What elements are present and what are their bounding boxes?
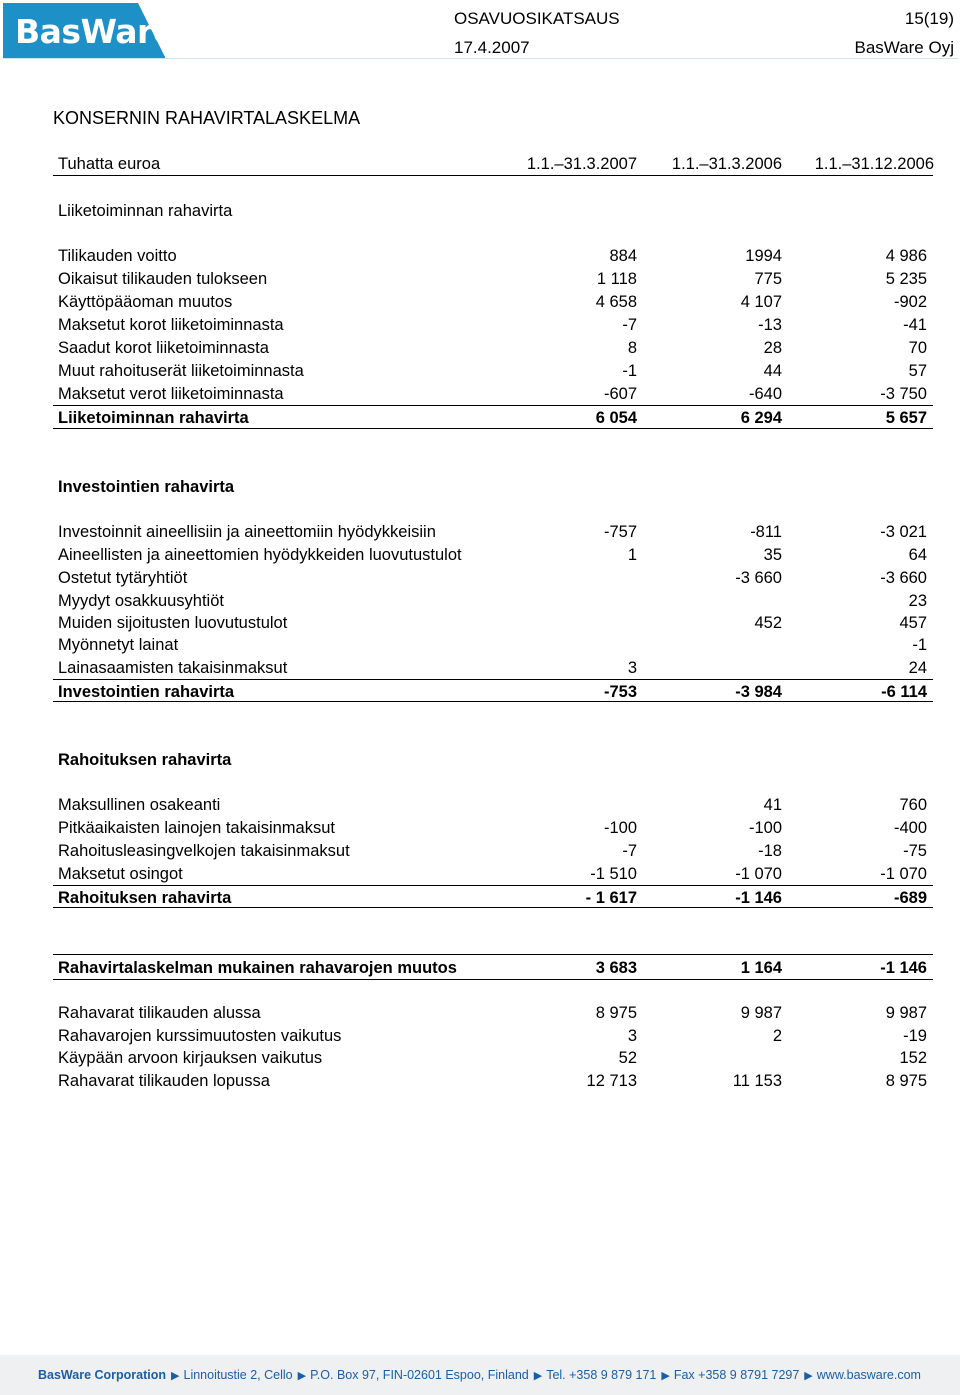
value-fy-2006: -1 070 bbox=[880, 865, 927, 883]
value-fy-2006: 4 986 bbox=[885, 247, 927, 265]
table-row bbox=[58, 567, 928, 589]
table-row bbox=[58, 590, 928, 612]
value-fy-2006: 760 bbox=[899, 796, 927, 814]
value-q1-2007: 1 118 bbox=[596, 270, 637, 288]
row-label: Liiketoiminnan rahavirta bbox=[58, 409, 249, 427]
value-q1-2006: 1 164 bbox=[740, 959, 782, 977]
value-fy-2006: 9 987 bbox=[885, 1004, 927, 1022]
value-q1-2006: 6 294 bbox=[740, 409, 782, 427]
value-fy-2006: -1 146 bbox=[880, 959, 927, 977]
row-label: Maksetut verot liiketoiminnasta bbox=[58, 385, 284, 403]
row-label: Myydyt osakkuusyhtiöt bbox=[58, 592, 224, 610]
footer-website-link[interactable]: www.basware.com bbox=[816, 1368, 921, 1382]
table-row bbox=[58, 634, 928, 656]
row-label: Tilikauden voitto bbox=[58, 247, 177, 265]
value-q1-2006: -18 bbox=[758, 842, 782, 860]
footer-fax: Fax +358 9 8791 7297 bbox=[673, 1368, 800, 1382]
section-heading-text: Liiketoiminnan rahavirta bbox=[58, 202, 233, 220]
row-label: Maksetut osingot bbox=[58, 865, 183, 883]
value-q1-2006: -1 070 bbox=[735, 865, 782, 883]
value-q1-2006: 1994 bbox=[745, 247, 782, 265]
footer-address: Linnoitustie 2, Cello bbox=[183, 1368, 293, 1382]
column-q1-2006: 1.1.–31.3.2006 bbox=[671, 155, 782, 173]
value-q1-2007: -100 bbox=[603, 819, 637, 837]
footer-company: BasWare Corporation bbox=[38, 1368, 167, 1382]
table-row bbox=[58, 794, 928, 816]
value-q1-2007: 8 975 bbox=[595, 1004, 637, 1022]
value-q1-2007: 8 bbox=[627, 339, 637, 357]
value-fy-2006: 5 657 bbox=[885, 409, 927, 427]
arrow-right-icon: ▶ bbox=[297, 1370, 307, 1382]
value-q1-2007: 12 713 bbox=[586, 1072, 637, 1090]
section-heading-operating bbox=[58, 200, 928, 222]
row-label: Käypään arvoon kirjauksen vaikutus bbox=[58, 1049, 323, 1067]
value-q1-2007: 3 683 bbox=[595, 959, 637, 977]
total-row-cash-change bbox=[58, 957, 928, 979]
page-number: 15(19) bbox=[904, 9, 954, 28]
value-fy-2006: -1 bbox=[912, 636, 927, 654]
change-bottom-rule bbox=[53, 979, 933, 980]
value-fy-2006: -41 bbox=[903, 316, 927, 334]
value-fy-2006: 70 bbox=[908, 339, 927, 357]
row-label: Muiden sijoitusten luovutustulot bbox=[58, 614, 288, 632]
table-row bbox=[58, 245, 928, 267]
row-label: Investointien rahavirta bbox=[58, 683, 235, 701]
value-q1-2007: -7 bbox=[622, 316, 637, 334]
table-row bbox=[58, 360, 928, 382]
value-q1-2006: 28 bbox=[763, 339, 782, 357]
table-row bbox=[58, 268, 928, 290]
value-q1-2007: 1 bbox=[627, 546, 637, 564]
row-label: Rahavarojen kurssimuutosten vaikutus bbox=[58, 1027, 342, 1045]
table-row bbox=[58, 817, 928, 839]
value-q1-2006: -13 bbox=[758, 316, 782, 334]
section-heading-text: Rahoituksen rahavirta bbox=[58, 751, 232, 769]
value-q1-2006: 775 bbox=[754, 270, 782, 288]
value-fy-2006: -3 021 bbox=[880, 523, 927, 541]
value-q1-2006: -100 bbox=[748, 819, 782, 837]
value-fy-2006: -902 bbox=[893, 293, 927, 311]
unit-label: Tuhatta euroa bbox=[58, 155, 161, 173]
row-label: Lainasaamisten takaisinmaksut bbox=[58, 659, 288, 677]
table-row bbox=[58, 314, 928, 336]
value-q1-2006: 11 153 bbox=[732, 1072, 782, 1090]
row-label: Ostetut tytäryhtiöt bbox=[58, 569, 188, 587]
value-fy-2006: 24 bbox=[908, 659, 927, 677]
column-header-row bbox=[58, 153, 934, 175]
value-q1-2006: 41 bbox=[763, 796, 782, 814]
value-fy-2006: 57 bbox=[908, 362, 927, 380]
value-q1-2007: 884 bbox=[609, 247, 637, 265]
change-top-rule bbox=[53, 954, 933, 955]
value-q1-2006: -640 bbox=[748, 385, 782, 403]
value-fy-2006: -400 bbox=[893, 819, 927, 837]
row-label: Rahavirtalaskelman mukainen rahavarojen muutos bbox=[58, 959, 457, 977]
section-heading-financing bbox=[58, 749, 928, 771]
value-q1-2007: 3 bbox=[627, 659, 637, 677]
value-q1-2006: 2 bbox=[772, 1027, 782, 1045]
arrow-right-icon: ▶ bbox=[171, 1370, 180, 1382]
footer-contact bbox=[38, 1368, 921, 1382]
value-q1-2007: - 1 617 bbox=[585, 889, 637, 907]
arrow-right-icon: ▶ bbox=[661, 1370, 670, 1382]
header-rule bbox=[53, 175, 933, 176]
table-row bbox=[58, 840, 928, 862]
table-row bbox=[58, 337, 928, 359]
value-q1-2007: 4 658 bbox=[595, 293, 637, 311]
logo-corner-cut bbox=[138, 3, 166, 59]
row-label: Investoinnit aineellisiin ja aineettomiin hyödykkeisiin bbox=[58, 523, 436, 541]
table-row bbox=[58, 291, 928, 313]
table-row bbox=[58, 521, 928, 543]
value-q1-2007: 6 054 bbox=[595, 409, 637, 427]
table-row bbox=[58, 1002, 928, 1024]
table-row bbox=[58, 1025, 928, 1047]
value-q1-2006: -3 984 bbox=[735, 683, 782, 701]
value-fy-2006: 152 bbox=[899, 1049, 927, 1067]
value-fy-2006: -19 bbox=[903, 1027, 927, 1045]
company-name: BasWare Oyj bbox=[854, 38, 954, 57]
value-q1-2007: -607 bbox=[603, 385, 637, 403]
row-label: Rahoituksen rahavirta bbox=[58, 889, 232, 907]
table-row bbox=[58, 1070, 928, 1092]
value-q1-2006: 44 bbox=[763, 362, 782, 380]
value-q1-2006: 452 bbox=[754, 614, 782, 632]
arrow-right-icon: ▶ bbox=[533, 1370, 543, 1382]
table-row bbox=[58, 612, 928, 634]
value-q1-2006: 4 107 bbox=[740, 293, 782, 311]
footer-po-box: P.O. Box 97, FIN-02601 Espoo, Finland bbox=[310, 1368, 529, 1382]
row-label: Rahavarat tilikauden alussa bbox=[58, 1004, 261, 1022]
value-fy-2006: -3 750 bbox=[880, 385, 927, 403]
value-q1-2006: 35 bbox=[763, 546, 782, 564]
value-fy-2006: 457 bbox=[899, 614, 927, 632]
total-rule bbox=[53, 428, 933, 429]
value-fy-2006: 8 975 bbox=[885, 1072, 927, 1090]
row-label: Käyttöpääoman muutos bbox=[58, 293, 233, 311]
row-label: Rahavarat tilikauden lopussa bbox=[58, 1072, 270, 1090]
doc-type: OSAVUOSIKATSAUS bbox=[454, 9, 620, 28]
total-row-investing bbox=[58, 681, 928, 703]
section-heading-text: Investointien rahavirta bbox=[58, 478, 235, 496]
total-row-financing bbox=[58, 887, 928, 909]
value-q1-2007: -757 bbox=[603, 523, 637, 541]
value-q1-2007: 3 bbox=[627, 1027, 637, 1045]
value-q1-2006: -1 146 bbox=[735, 889, 782, 907]
value-q1-2006: -811 bbox=[750, 523, 782, 541]
table-row bbox=[58, 657, 928, 679]
row-label: Rahoitusleasingvelkojen takaisinmaksut bbox=[58, 842, 350, 860]
value-q1-2007: -1 510 bbox=[590, 865, 637, 883]
page-title: KONSERNIN RAHAVIRTALASKELMA bbox=[53, 108, 361, 128]
column-fy-2006: 1.1.–31.12.2006 bbox=[814, 155, 934, 173]
row-label: Pitkäaikaisten lainojen takaisinmaksut bbox=[58, 819, 335, 837]
value-q1-2007: -1 bbox=[622, 362, 637, 380]
table-row bbox=[58, 863, 928, 885]
total-rule bbox=[53, 701, 933, 702]
subtotal-rule bbox=[53, 405, 933, 406]
value-q1-2007: -7 bbox=[622, 842, 637, 860]
subtotal-rule bbox=[53, 885, 933, 886]
row-label: Muut rahoituserät liiketoiminnasta bbox=[58, 362, 304, 380]
row-label: Maksullinen osakeanti bbox=[58, 796, 221, 814]
value-q1-2007: -753 bbox=[603, 683, 637, 701]
footer-tel: Tel. +358 9 879 171 bbox=[546, 1368, 657, 1382]
row-label: Oikaisut tilikauden tulokseen bbox=[58, 270, 268, 288]
logo-text: BasWare bbox=[15, 11, 175, 51]
value-fy-2006: -6 114 bbox=[881, 683, 927, 701]
value-fy-2006: -3 660 bbox=[880, 569, 927, 587]
row-label: Myönnetyt lainat bbox=[58, 636, 179, 654]
table-row bbox=[58, 1047, 928, 1069]
value-fy-2006: -75 bbox=[903, 842, 927, 860]
header-divider bbox=[3, 58, 958, 59]
arrow-right-icon: ▶ bbox=[804, 1370, 813, 1382]
table-row bbox=[58, 544, 928, 566]
total-rule bbox=[53, 907, 933, 908]
value-q1-2006: 9 987 bbox=[740, 1004, 782, 1022]
value-fy-2006: 64 bbox=[908, 546, 927, 564]
value-q1-2006: -3 660 bbox=[735, 569, 782, 587]
table-row bbox=[58, 383, 928, 405]
value-q1-2007: 52 bbox=[618, 1049, 637, 1067]
row-label: Saadut korot liiketoiminnasta bbox=[58, 339, 269, 357]
subtotal-rule bbox=[53, 679, 933, 680]
value-fy-2006: 5 235 bbox=[885, 270, 927, 288]
row-label: Maksetut korot liiketoiminnasta bbox=[58, 316, 284, 334]
value-fy-2006: 23 bbox=[908, 592, 927, 610]
total-row-operating bbox=[58, 407, 928, 429]
value-fy-2006: -689 bbox=[893, 889, 927, 907]
row-label: Aineellisten ja aineettomien hyödykkeiden luovutustulot bbox=[58, 546, 462, 564]
column-q1-2007: 1.1.–31.3.2007 bbox=[526, 155, 637, 173]
doc-date: 17.4.2007 bbox=[454, 38, 530, 57]
section-heading-investing bbox=[58, 476, 928, 498]
